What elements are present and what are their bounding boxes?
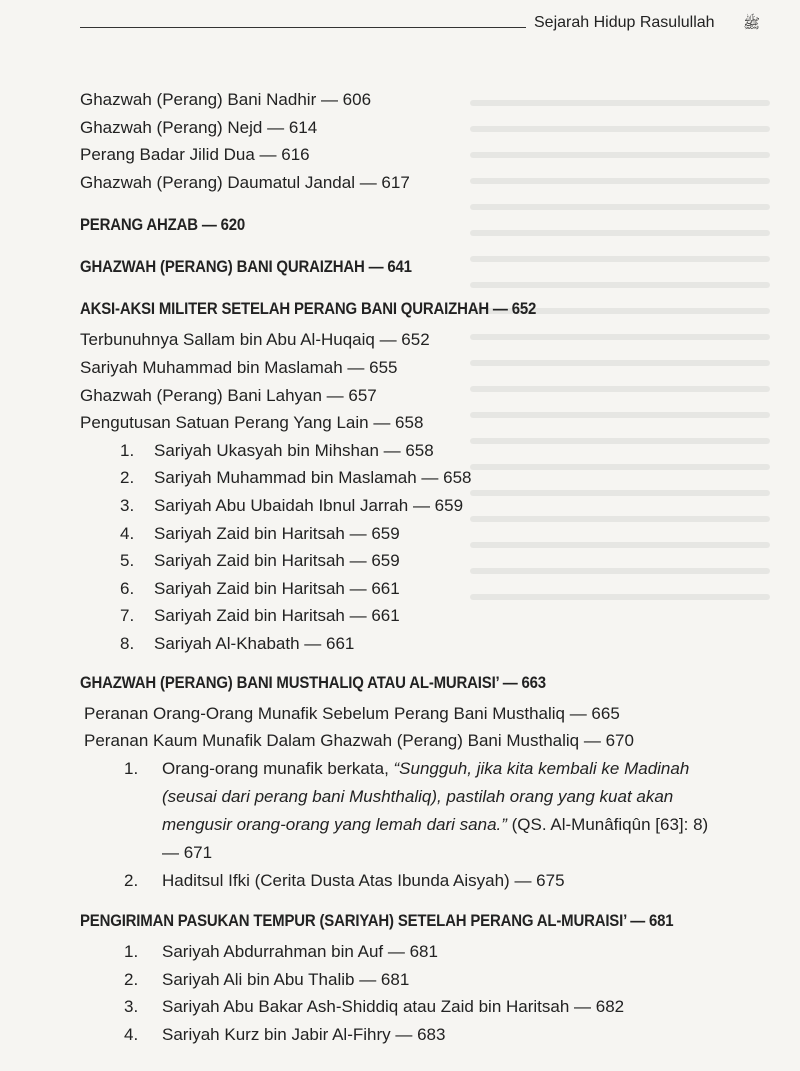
toc-entry: Terbunuhnya Sallam bin Abu Al-Huqaiq — 652 [80, 330, 430, 350]
list-item: 3. Sariyah Abu Bakar Ash-Shiddiq atau Zaid bin Haritsah — 682 [124, 997, 625, 1017]
header-rule [80, 27, 526, 28]
section-heading-pengiriman: PENGIRIMAN PASUKAN TEMPUR (SARIYAH) SETELAH PERANG AL-MURAISI’ — 681 [80, 911, 674, 931]
list-item: 2. Sariyah Ali bin Abu Thalib — 681 [124, 969, 410, 989]
pengiriman-list [124, 938, 760, 1048]
list-item: 2. Haditsul Ifki (Cerita Dusta Atas Ibunda Aisyah) — 675 [124, 870, 565, 890]
list-item: 4. Sariyah Kurz bin Jabir Al-Fihry — 683 [124, 1025, 446, 1045]
list-item: 3. Sariyah Abu Ubaidah Ibnul Jarrah — 659 [120, 495, 464, 515]
toc-entry: Peranan Kaum Munafik Dalam Ghazwah (Perang) Bani Musthaliq — 670 [84, 731, 634, 751]
section-heading-aksi: AKSI-AKSI MILITER SETELAH PERANG BANI QURAIZHAH — 652 [80, 299, 537, 319]
toc-entry: Ghazwah (Perang) Daumatul Jandal — 617 [80, 172, 410, 192]
aksi-sublist [120, 437, 760, 658]
list-item: 1. Sariyah Abdurrahman bin Auf — 681 [124, 942, 438, 962]
saw-symbol-icon: ﷺ [743, 15, 760, 31]
toc-entry: Sariyah Muhammad bin Maslamah — 655 [80, 357, 398, 377]
list-item: 1. Sariyah Ukasyah bin Mihshan — 658 [120, 440, 434, 460]
list-item: 1. Orang-orang munafik berkata, “Sungguh, jika kita kembali ke Madinah (seusai dari perang bani Mushthaliq), pastilah orang yang kuat akan mengusir orang-orang yang lemah dari sana.” (QS. Al-Munâfiqûn [63]: 8) — 671 [124, 758, 709, 862]
toc-entry: Perang Badar Jilid Dua — 616 [80, 145, 310, 165]
running-header [80, 14, 760, 36]
list-item: 5. Sariyah Zaid bin Haritsah — 659 [120, 551, 400, 571]
toc-entry: Ghazwah (Perang) Bani Nadhir — 606 [80, 90, 372, 109]
section-heading-musthaliq: GHAZWAH (PERANG) BANI MUSTHALIQ ATAU AL-MURAISI’ — 663 [80, 672, 546, 692]
toc-entry: Ghazwah (Perang) Bani Lahyan — 657 [80, 385, 377, 405]
toc-entry: Peranan Orang-Orang Munafik Sebelum Perang Bani Musthaliq — 665 [84, 703, 620, 723]
section-heading-quraizhah: GHAZWAH (PERANG) BANI QURAIZHAH — 641 [80, 257, 412, 277]
quran-quote: “Sungguh, jika kita kembali ke Madinah (seusai dari perang bani Mushthaliq), pastilah orang yang kuat akan mengusir orang-orang yang lemah dari sana.” [162, 758, 690, 834]
running-header-title: Sejarah Hidup Rasulullah [534, 14, 715, 31]
list-item: 8. Sariyah Al-Khabath — 661 [120, 633, 355, 653]
toc-entry: Ghazwah (Perang) Nejd — 614 [80, 117, 318, 137]
section-heading-ahzab: PERANG AHZAB — 620 [80, 215, 246, 235]
list-item: 2. Sariyah Muhammad bin Maslamah — 658 [120, 468, 472, 488]
table-of-contents [80, 86, 760, 1049]
list-item: 4. Sariyah Zaid bin Haritsah — 659 [120, 523, 400, 543]
list-item: 7. Sariyah Zaid bin Haritsah — 661 [120, 606, 400, 626]
toc-entry: Pengutusan Satuan Perang Yang Lain — 658 [80, 413, 424, 433]
list-item: 6. Sariyah Zaid bin Haritsah — 661 [120, 578, 400, 598]
